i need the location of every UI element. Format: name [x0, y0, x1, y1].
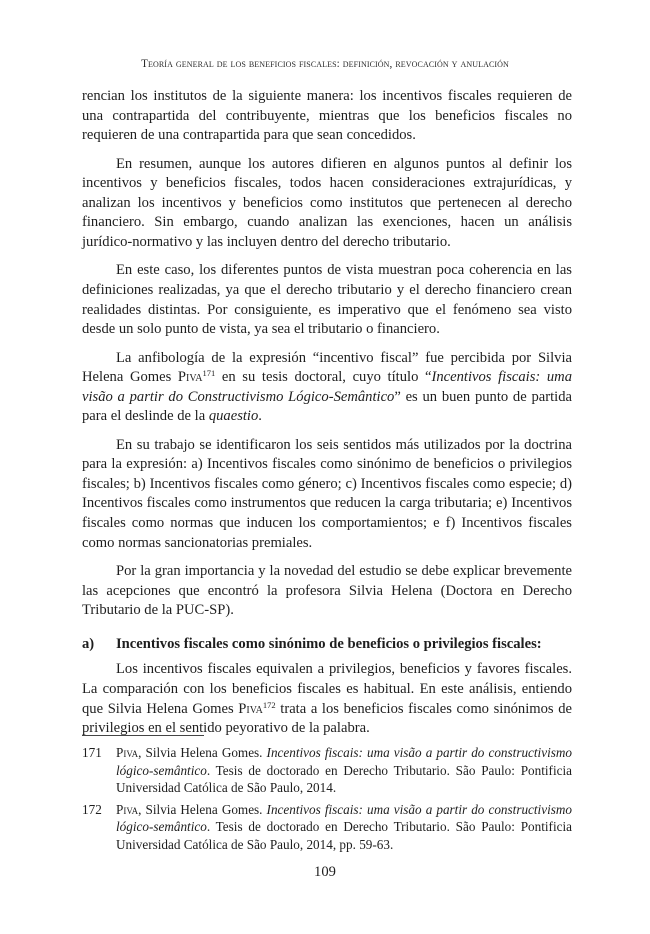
paragraph-1: rencian los institutos de la siguiente manera: los incentivos fiscales requieren de una contrapartida del contribuyente, mientras que los beneficios fiscales no requieren de una contrapartida para que sean concedidos. — [82, 88, 572, 144]
body-text — [82, 87, 572, 748]
section-marker: a) — [82, 635, 95, 652]
paragraph-6: Por la gran importancia y la novedad del estudio se debe explicar brevemente las acepciones que encontró la profesora Silvia Helena (Doctora en Derecho Tributario de la PUC-SP). — [82, 563, 572, 619]
running-header: Teoría general de los beneficios fiscales: definición, revocación y anulación — [141, 58, 509, 70]
footnote-text: Piva, Silvia Helena Gomes. Incentivos fiscais: uma visão a partir do constructivismo lógico-semântico. Tesis de doctorado en Derecho Tributario. São Paulo: Pontificia Universidad Católica de São Paulo, 2014. — [116, 745, 572, 796]
paragraph-7: Los incentivos fiscales equivalen a privilegios, beneficios y favores fiscales. La comparación con los beneficios fiscales es habitual. En este análisis, entiendo que Silvia Helena Gomes Piva$^{172}$ trata a los beneficios fiscales como sinónimos de privilegios en el sentido peyorativo de la palabra. — [82, 661, 573, 737]
thesis-title: Incentivos fiscais: uma visão a partir do Constructivismo Lógico-Semântico — [82, 369, 572, 405]
page-number: 109 — [314, 864, 336, 880]
paragraph-3: En este caso, los diferentes puntos de vista muestran poca coherencia en las definiciones realizadas, ya que el derecho tributario y el derecho financiero crean realidades distintas. Por consiguiente, es imperativo que el fenómeno sea visto desde un solo punto de vista, ya sea el tributario o financiero. — [82, 262, 572, 338]
paragraph-4: La anfibología de la expresión “incentivo fiscal” fue percibida por Silvia Helena Gomes Piva$^{171}$ en su tesis doctoral, cuyo título “Incentivos fiscais: uma visão a partir do Constructivismo Lógico-Semântico” es un buen punto de partida para el deslinde de la quaestio. — [82, 349, 572, 425]
footnote-separator — [82, 735, 204, 736]
footnote-172 — [82, 801, 572, 854]
footnote-ref-172[interactable]: 172 — [262, 699, 276, 710]
paragraph-2: En resumen, aunque los autores difieren en algunos puntos al definir los incentivos y beneficios fiscales, todos hacen consideraciones extrajurídicas, y analizan los incentivos y beneficios como institutos que pertenecen al derecho financiero. Sin embargo, cuando analizan las exenciones, hacen un análisis jurídico-normativo y las incluyen dentro del derecho tributario. — [82, 155, 572, 250]
footnote-text: Piva, Silvia Helena Gomes. Incentivos fiscais: uma visão a partir do constructivismo lógico-semântico. Tesis de doctorado en Derecho Tributario. São Paulo: Pontificia Universidad Católica de São Paulo, 2014, pp. 59-63. — [116, 801, 572, 852]
footnote-ref-171[interactable]: 171 — [202, 368, 216, 379]
footnote-number: 172 — [82, 801, 102, 817]
footnote-171 — [82, 744, 572, 797]
author-name: Piva — [238, 700, 263, 717]
footnotes — [82, 744, 572, 858]
section-heading-text: Incentivos fiscales como sinónimo de beneficios o privilegios fiscales: — [116, 635, 542, 652]
section-heading — [82, 635, 572, 655]
latin-term: quaestio — [208, 408, 259, 425]
footnote-number: 171 — [82, 745, 102, 760]
author-name: Piva — [177, 369, 203, 386]
paragraph-5: En su trabajo se identificaron los seis sentidos más utilizados por la doctrina para la expresión: a) Incentivos fiscales como sinónimo de beneficios o privilegios fiscales; b) Incentivos fiscales como género; c) Incentivos fiscales como especie; d) Incentivos fiscales como instrumentos que reducen la carga tributaria; e) Incentivos fiscales como normas que inducen los comportamientos; e f) Incentivos fiscales como normas sancionatorias premiales. — [82, 436, 572, 551]
